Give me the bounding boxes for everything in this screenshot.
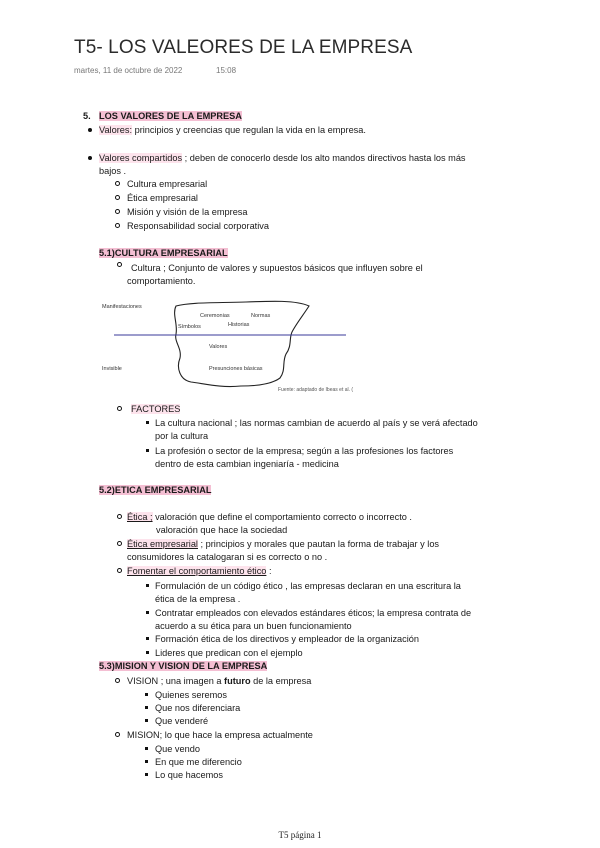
diagram-label: Historias xyxy=(228,322,250,328)
bullet-square xyxy=(146,449,149,452)
factores-label: FACTORES xyxy=(131,404,181,414)
diagram-source: Fuente: adaptado de Ibeas et al. ( xyxy=(278,387,354,393)
compartidos-text: ; deben de conocerlo desde los alto mandos directivos hasta los más xyxy=(182,153,466,163)
iceberg-diagram xyxy=(96,298,358,402)
factor-line: por la cultura xyxy=(155,431,209,441)
cultura-line-2: comportamiento. xyxy=(127,276,196,286)
mision-item: En que me diferencio xyxy=(155,757,242,767)
etica-line-2: valoración que hace la sociedad xyxy=(156,525,288,535)
diagram-label: Normas xyxy=(251,313,271,319)
diagram-label: Ceremonias xyxy=(200,313,230,319)
bullet-square xyxy=(145,747,148,750)
bullet-circle xyxy=(117,568,122,573)
fomentar-item: Contratar empleados con elevados estándares éticos; la empresa contrata de xyxy=(155,608,472,618)
mision-line: MISION; lo que hace la empresa actualmente xyxy=(127,730,313,740)
emp-text: ; principios y morales que pautan la forma de trabajar y los xyxy=(197,539,440,549)
bullet-circle xyxy=(115,732,120,737)
emp-line xyxy=(127,538,439,550)
section-number: 5. xyxy=(83,111,91,121)
compartidos-label: Valores compartidos xyxy=(99,153,183,163)
bullet-square xyxy=(145,773,148,776)
valores-text: principios y creencias que regulan la vida en la empresa. xyxy=(132,125,366,135)
heading-text: 5.3)MISION Y VISION DE LA EMPRESA xyxy=(99,661,268,671)
valores-label: Valores: xyxy=(99,125,133,135)
bullet-circle xyxy=(117,262,122,267)
page-title: T5- LOS VALEORES DE LA EMPRESA xyxy=(74,37,413,58)
note-date: martes, 11 de octubre de 2022 xyxy=(74,66,183,75)
section-heading-valores xyxy=(99,110,242,122)
heading-text: LOS VALORES DE LA EMPRESA xyxy=(99,111,242,121)
bullet-square xyxy=(145,760,148,763)
emp-label: Ética empresarial xyxy=(127,539,198,549)
bullet-circle xyxy=(117,514,122,519)
bullet-square xyxy=(145,693,148,696)
bullet-square xyxy=(146,421,149,424)
bullet-square xyxy=(145,719,148,722)
bullet-square xyxy=(145,706,148,709)
diagram-label: Invisible xyxy=(102,366,122,372)
fomentar-text: : xyxy=(266,566,272,576)
page-footer: T5 página 1 xyxy=(278,830,322,840)
diagram-label: Símbolos xyxy=(178,324,201,330)
vision-text-b: futuro xyxy=(224,676,251,686)
vision-line xyxy=(127,675,311,687)
bullet-circle xyxy=(117,541,122,546)
bullet-square xyxy=(146,584,149,587)
list-item: Cultura empresarial xyxy=(127,179,208,189)
heading-text: 5.2)ETICA EMPRESARIAL xyxy=(99,485,212,495)
bullet-dot xyxy=(88,156,92,160)
bullet-dot xyxy=(88,128,92,132)
list-item: Responsabilidad social corporativa xyxy=(127,221,269,231)
bullet-circle xyxy=(115,223,120,228)
bullet-square xyxy=(146,637,149,640)
bullet-square xyxy=(146,611,149,614)
valores-line xyxy=(99,124,366,136)
diagram-label: Valores xyxy=(209,344,228,350)
factor-line: dentro de esta cambian ingeniaría - medicina xyxy=(155,459,339,469)
etica-label: Ética ; xyxy=(127,512,153,522)
list-item: Ética empresarial xyxy=(127,193,198,203)
diagram-label: Presunciones básicas xyxy=(209,366,263,372)
vision-item: Que venderé xyxy=(155,716,209,726)
bullet-square xyxy=(146,651,149,654)
note-time: 15:08 xyxy=(216,66,237,75)
fomentar-item: ética de la empresa . xyxy=(155,594,241,604)
compartidos-line-2: bajos . xyxy=(99,166,127,176)
etica-line xyxy=(127,511,412,523)
cultura-line: Cultura ; Conjunto de valores y supuestos básicos que influyen sobre el xyxy=(131,263,423,273)
section-heading-etica xyxy=(99,484,211,496)
heading-text: 5.1)CULTURA EMPRESARIAL xyxy=(99,248,228,258)
fomentar-line xyxy=(127,565,272,577)
note-meta xyxy=(74,66,237,75)
bullet-circle xyxy=(115,181,120,186)
section-heading-mision xyxy=(99,660,267,672)
vision-text-c: de la empresa xyxy=(250,676,312,686)
vision-item: Que nos diferenciara xyxy=(155,703,241,713)
bullet-circle xyxy=(115,209,120,214)
etica-text: valoración que define el comportamiento correcto o incorrecto . xyxy=(152,512,412,522)
fomentar-item: acuerdo a su ética para un buen funcionamiento xyxy=(155,621,352,631)
list-item: Misión y visión de la empresa xyxy=(127,207,248,217)
compartidos-line xyxy=(99,152,466,164)
vision-text-a: VISION ; una imagen a xyxy=(127,676,225,686)
fomentar-item: Formación ética de los directivos y empleador de la organización xyxy=(155,634,420,644)
diagram-label: Manifestaciones xyxy=(102,304,142,310)
mision-item: Que vendo xyxy=(155,744,200,754)
mision-item: Lo que hacemos xyxy=(155,770,223,780)
section-heading-cultura xyxy=(99,247,228,259)
factores-line xyxy=(131,403,180,415)
fomentar-item: Lideres que predican con el ejemplo xyxy=(155,648,303,658)
fomentar-item: Formulación de un código ético , las empresas declaran en una escritura la xyxy=(155,581,461,591)
bullet-circle xyxy=(117,406,122,411)
factor-line: La profesión o sector de la empresa; según a las profesiones los factores xyxy=(155,446,454,456)
bullet-circle xyxy=(115,678,120,683)
vision-item: Quienes seremos xyxy=(155,690,228,700)
fomentar-label: Fomentar el comportamiento ético xyxy=(127,566,267,576)
bullet-circle xyxy=(115,195,120,200)
emp-line-2: consumidores la catalogaran si es correcto o no . xyxy=(127,552,328,562)
factor-line: La cultura nacional ; las normas cambian de acuerdo al país y se verá afectado xyxy=(155,418,478,428)
